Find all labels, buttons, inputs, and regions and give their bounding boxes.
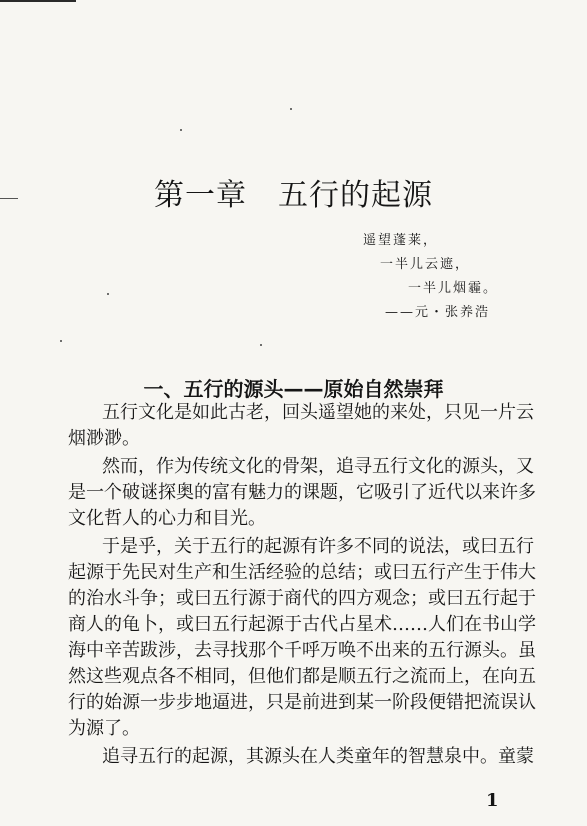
ink-speck — [180, 129, 182, 131]
ink-speck — [290, 108, 292, 110]
body-line: 烟渺渺。 — [68, 428, 140, 449]
section-title: 一、五行的源头——原始自然崇拜 — [143, 376, 444, 401]
body-line: 是一个破谜探奥的富有魅力的课题，它吸引了近代以来许多 — [68, 482, 536, 503]
body-line: 的治水斗争；或曰五行源于商代的四方观念；或曰五行起于 — [68, 588, 536, 609]
body-line: 为源了。 — [68, 718, 140, 739]
body-line: 海中辛苦跋涉，去寻找那个千呼万唤不出来的五行源头。虽 — [68, 640, 536, 661]
body-line: 文化哲人的心力和目光。 — [68, 508, 266, 529]
top-rule — [0, 0, 76, 2]
ink-speck — [260, 344, 262, 346]
body-line: 于是乎，关于五行的起源有许多不同的说法，或曰五行 — [102, 536, 534, 557]
epigraph-attribution: ——元・张养浩 — [385, 305, 491, 320]
body-line: 起源于先民对生产和生活经验的总结；或曰五行产生于伟大 — [68, 562, 536, 583]
body-line: 然而，作为传统文化的骨架，追寻五行文化的源头，又 — [102, 456, 534, 477]
body-line: 五行文化是如此古老，回头遥望她的来处，只见一片云 — [102, 402, 534, 423]
body-line: 行的始源一步步地逼进，只是前进到某一阶段便错把流误认 — [68, 692, 536, 713]
chapter-title: 第一章 五行的起源 — [154, 178, 433, 214]
body-line: 然这些观点各不相同，但他们都是顺五行之流而上，在向五 — [68, 666, 536, 687]
epigraph-line: 一半儿烟霾。 — [408, 281, 499, 296]
epigraph-line: 一半儿云遮， — [380, 257, 471, 272]
epigraph-line: 遥望蓬莱， — [363, 233, 439, 248]
page-number: 1 — [486, 790, 499, 811]
body-line: 追寻五行的起源，其源头在人类童年的智慧泉中。童蒙 — [102, 746, 534, 767]
ink-speck — [107, 293, 109, 295]
body-line: 商人的龟卜，或曰五行起源于古代占星术……人们在书山学 — [68, 614, 536, 635]
ink-speck — [60, 340, 62, 342]
